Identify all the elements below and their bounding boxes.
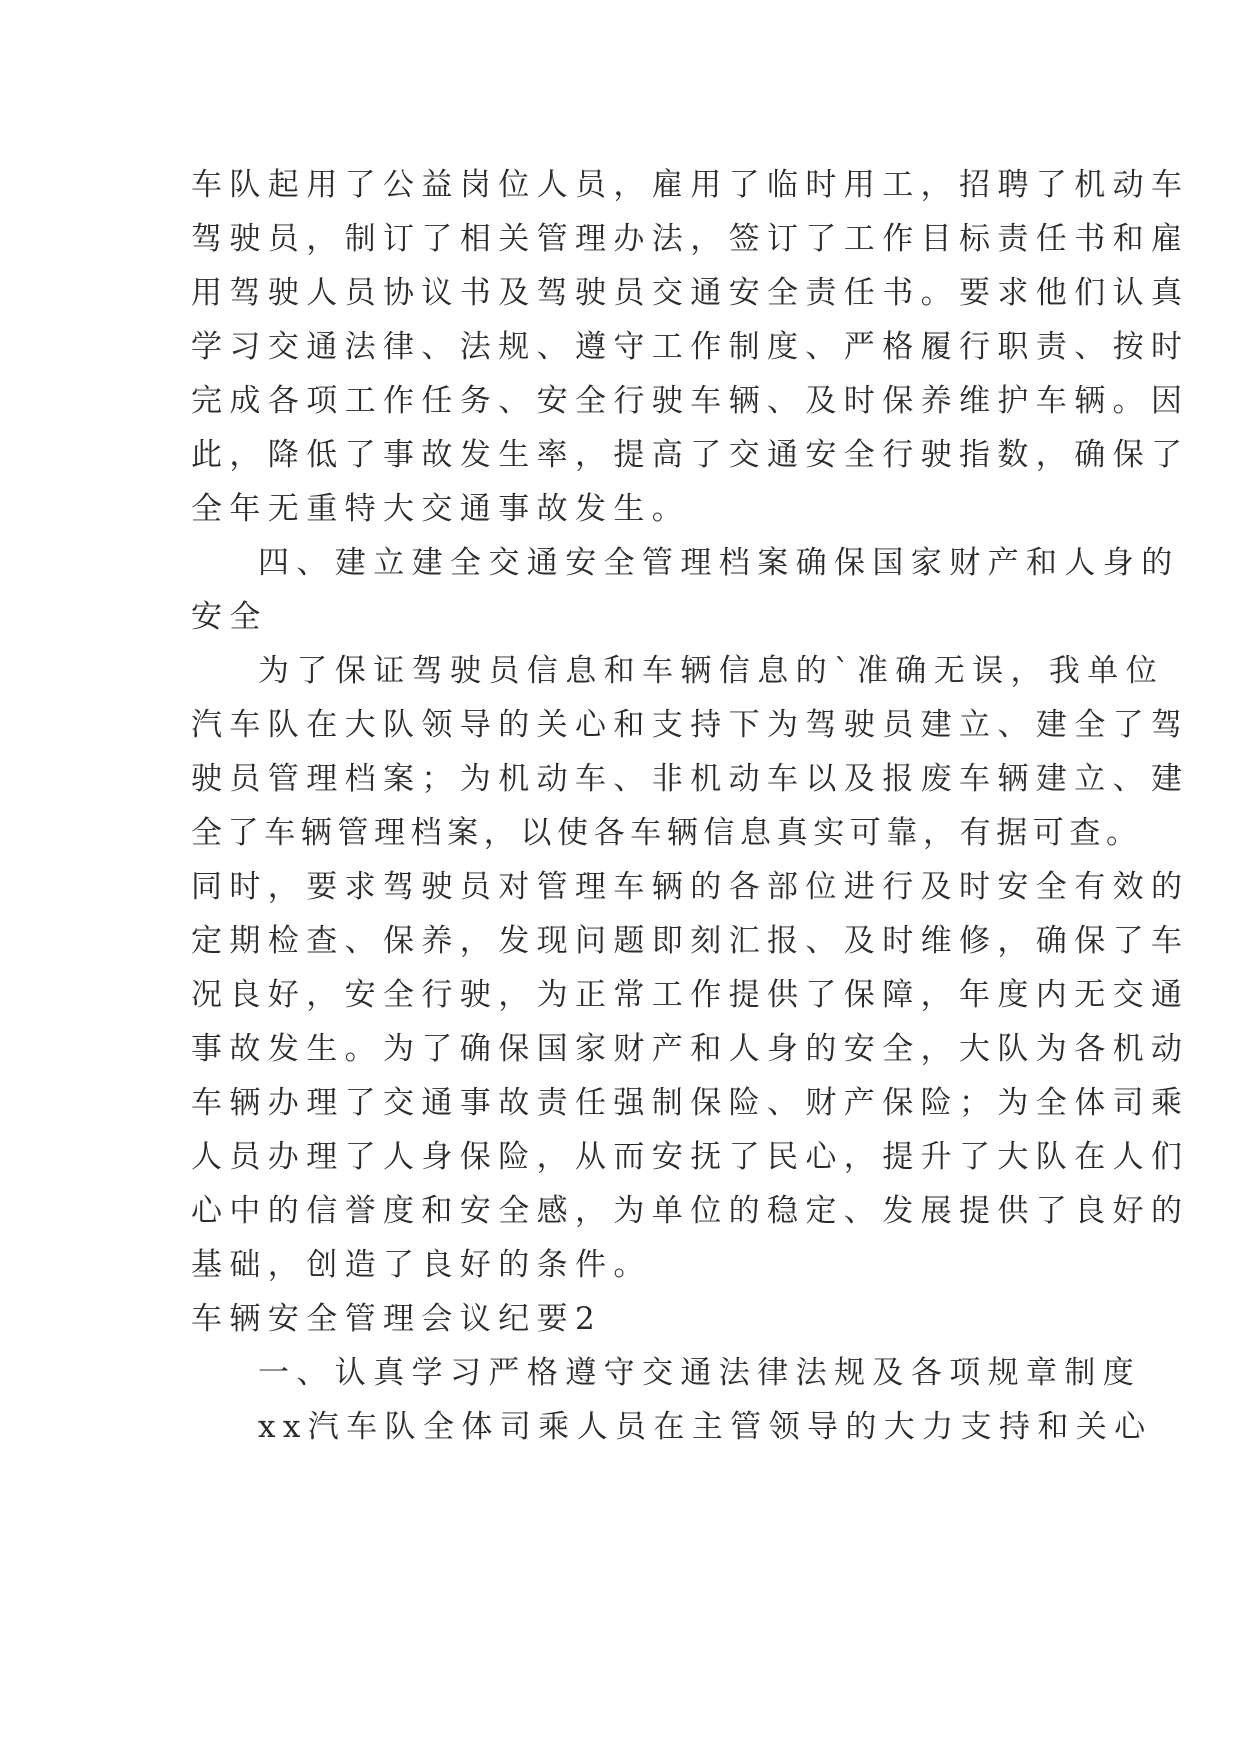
paragraph-line: 为了保证驾驶员信息和车辆信息的`准确无误，我单位: [258, 653, 1165, 689]
section-heading-four: 四、建立建全交通安全管理档案确保国家财产和人身的: [258, 545, 1180, 581]
paragraph-line: 驶员管理档案；为机动车、非机动车以及报废车辆建立、建: [191, 761, 1190, 797]
paragraph-line: 用驾驶人员协议书及驾驶员交通安全责任书。要求他们认真: [191, 275, 1190, 311]
paragraph-line: 基础，创造了良好的条件。: [191, 1247, 652, 1283]
paragraph-line: 事故发生。为了确保国家财产和人身的安全，大队为各机动: [191, 1031, 1190, 1067]
paragraph-line: 驾驶员，制订了相关管理办法，签订了工作目标责任书和雇: [191, 221, 1190, 257]
paragraph-line: 同时，要求驾驶员对管理车辆的各部位进行及时安全有效的: [191, 869, 1190, 905]
paragraph-line: 心中的信誉度和安全感，为单位的稳定、发展提供了良好的: [191, 1193, 1190, 1229]
section-heading-four-cont: 安全: [191, 599, 268, 635]
paragraph-line: 况良好，安全行驶，为正常工作提供了保障，年度内无交通: [191, 977, 1190, 1013]
paragraph-line: 汽车队在大队领导的关心和支持下为驾驶员建立、建全了驾: [191, 707, 1190, 743]
paragraph-line: 车辆办理了交通事故责任强制保险、财产保险；为全体司乘: [191, 1085, 1190, 1121]
paragraph-line: 全了车辆管理档案，以使各车辆信息真实可靠，有据可查。: [191, 815, 1143, 851]
paragraph-line: 人员办理了人身保险，从而安抚了民心，提升了大队在人们: [191, 1139, 1190, 1175]
paragraph-line: xx汽车队全体司乘人员在主管领导的大力支持和关心: [258, 1409, 1153, 1445]
paragraph-line: 定期检查、保养，发现问题即刻汇报、及时维修，确保了车: [191, 923, 1190, 959]
paragraph-line: 此，降低了事故发生率，提高了交通安全行驶指数，确保了: [191, 437, 1190, 473]
paragraph-line: 全年无重特大交通事故发生。: [191, 491, 691, 527]
document-title: 车辆安全管理会议纪要2: [191, 1301, 603, 1337]
paragraph-line: 学习交通法律、法规、遵守工作制度、严格履行职责、按时: [191, 329, 1190, 365]
paragraph-line: 完成各项工作任务、安全行驶车辆、及时保养维护车辆。因: [191, 383, 1190, 419]
section-heading-one: 一、认真学习严格遵守交通法律法规及各项规章制度: [258, 1355, 1142, 1391]
paragraph-line: 车队起用了公益岗位人员，雇用了临时用工，招聘了机动车: [191, 167, 1190, 203]
